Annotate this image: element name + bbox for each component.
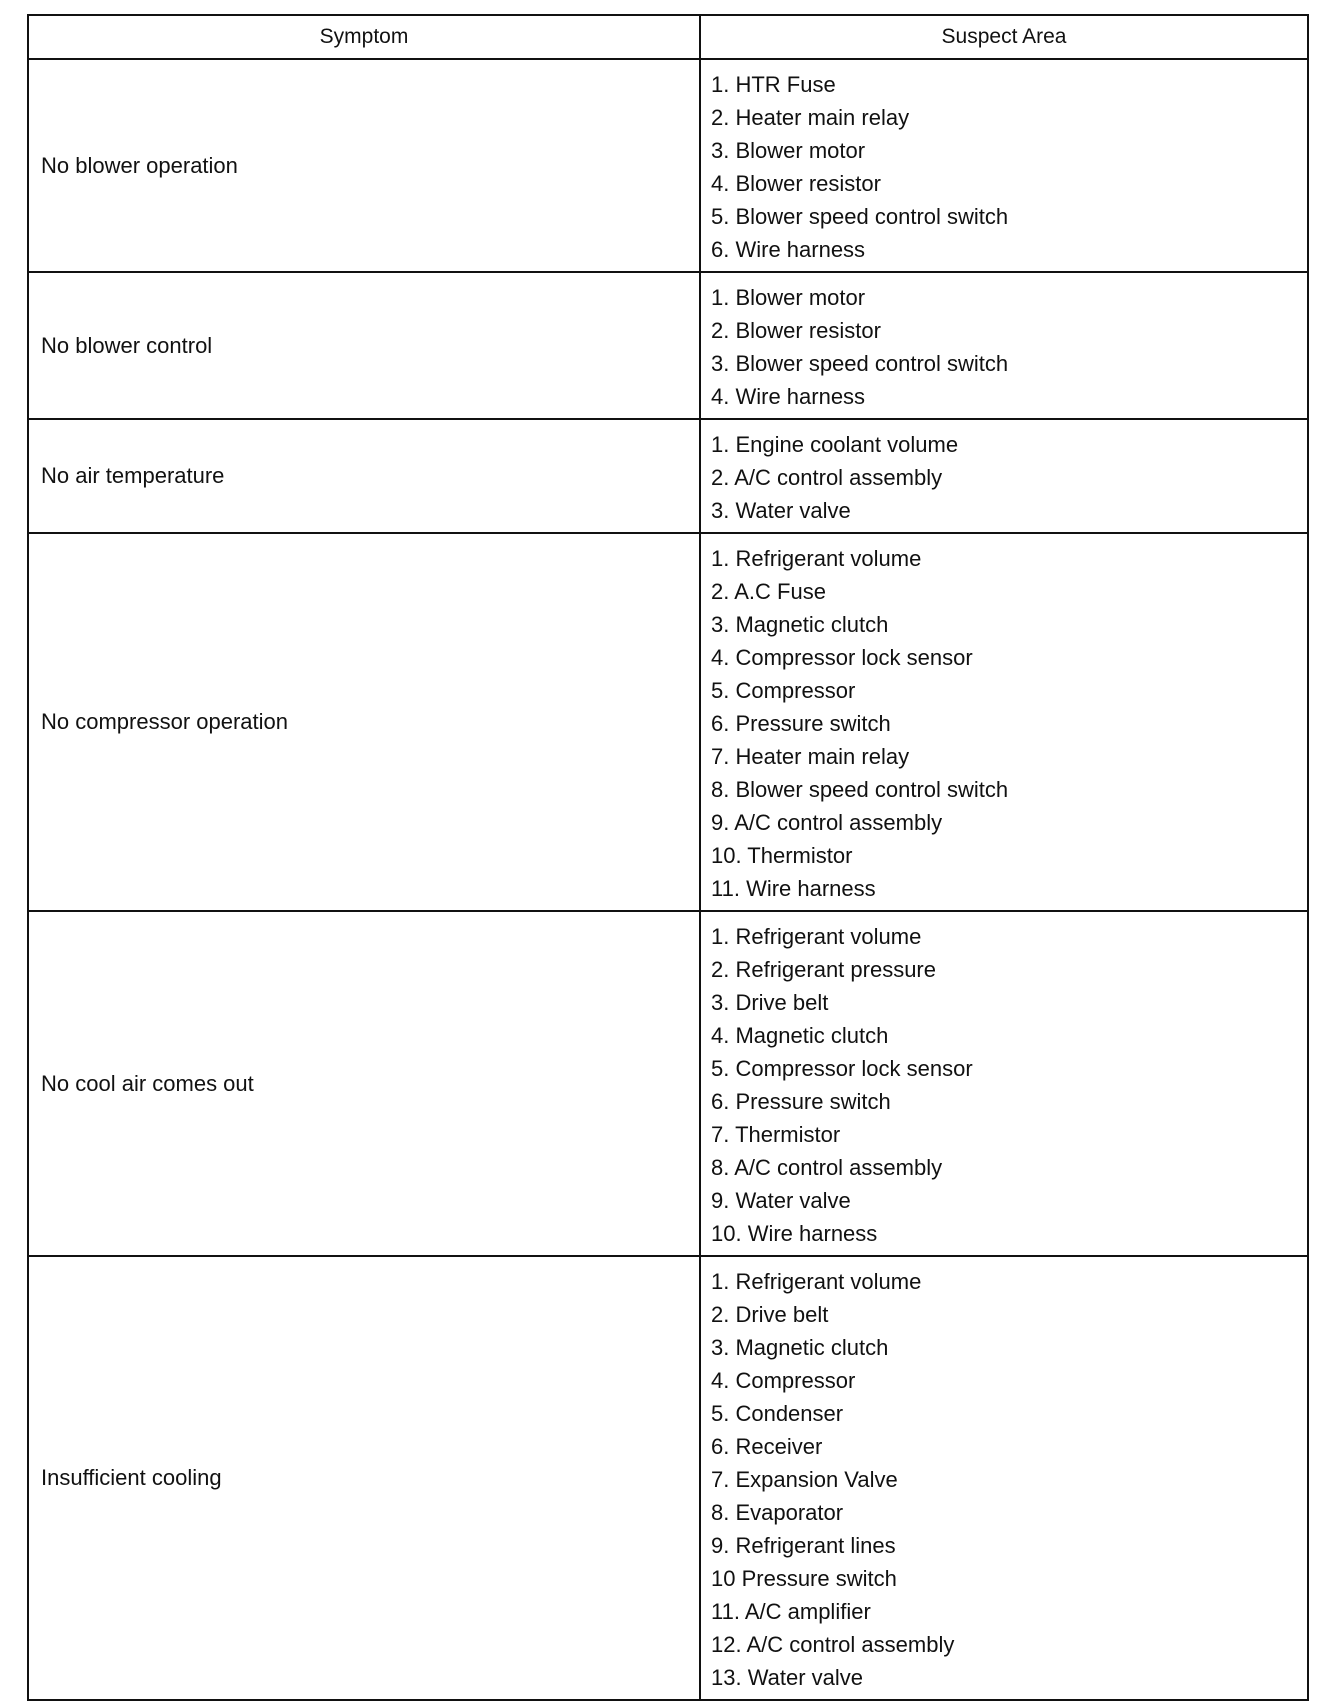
suspect-item: 5. Blower speed control switch <box>711 204 1009 229</box>
suspect-item: 2. A/C control assembly <box>711 465 943 490</box>
suspect-item: 2. A.C Fuse <box>711 579 826 604</box>
table-row <box>28 419 1308 533</box>
suspect-item: 6. Pressure switch <box>711 711 891 736</box>
suspect-item: 10. Thermistor <box>711 843 853 868</box>
suspect-item: 3. Blower motor <box>711 138 866 163</box>
suspect-item: 2. Drive belt <box>711 1302 829 1327</box>
table-body <box>28 59 1308 1700</box>
symptom-column-header: Symptom <box>28 15 700 59</box>
troubleshooting-table <box>27 14 1309 1701</box>
suspect-item: 8. Evaporator <box>711 1500 844 1525</box>
suspect-item: 2. Refrigerant pressure <box>711 957 936 982</box>
suspect-item: 6. Wire harness <box>711 237 866 262</box>
suspect-item: 7. Heater main relay <box>711 744 910 769</box>
suspect-list <box>711 428 1307 527</box>
table-row <box>28 911 1308 1256</box>
suspect-item: 3. Magnetic clutch <box>711 612 889 637</box>
suspect-item: 3. Magnetic clutch <box>711 1335 889 1360</box>
suspect-item: 13. Water valve <box>711 1665 864 1690</box>
suspect-item: 1. HTR Fuse <box>711 72 836 97</box>
suspect-item: 5. Compressor lock sensor <box>711 1056 973 1081</box>
suspect-item: 7. Expansion Valve <box>711 1467 898 1492</box>
symptom-cell: Insufficient cooling <box>28 1256 700 1700</box>
suspect-item: 11. A/C amplifier <box>711 1599 871 1624</box>
suspect-item: 8. A/C control assembly <box>711 1155 943 1180</box>
suspect-item: 3. Drive belt <box>711 990 829 1015</box>
suspect-item: 4. Compressor <box>711 1368 856 1393</box>
symptom-cell: No air temperature <box>28 419 700 533</box>
table-row <box>28 1256 1308 1700</box>
suspect-item: 8. Blower speed control switch <box>711 777 1009 802</box>
suspect-item: 5. Compressor <box>711 678 856 703</box>
suspect-item: 12. A/C control assembly <box>711 1632 955 1657</box>
table-row <box>28 272 1308 419</box>
suspect-area-cell <box>700 911 1308 1256</box>
suspect-item: 9. Water valve <box>711 1188 851 1213</box>
suspect-item: 10. Wire harness <box>711 1221 878 1246</box>
suspect-item: 2. Blower resistor <box>711 318 881 343</box>
table-header-row <box>28 15 1308 59</box>
suspect-item: 9. A/C control assembly <box>711 810 943 835</box>
suspect-area-cell <box>700 272 1308 419</box>
suspect-item: 4. Blower resistor <box>711 171 881 196</box>
suspect-item: 5. Condenser <box>711 1401 844 1426</box>
suspect-item: 7. Thermistor <box>711 1122 841 1147</box>
suspect-area-cell <box>700 533 1308 911</box>
symptom-cell: No blower control <box>28 272 700 419</box>
suspect-area-cell <box>700 419 1308 533</box>
suspect-list <box>711 920 1307 1250</box>
table-row <box>28 59 1308 272</box>
suspect-list <box>711 1265 1307 1694</box>
table-row <box>28 533 1308 911</box>
suspect-item: 3. Blower speed control switch <box>711 351 1009 376</box>
suspect-area-cell <box>700 1256 1308 1700</box>
suspect-list <box>711 542 1307 905</box>
suspect-item: 1. Refrigerant volume <box>711 924 922 949</box>
suspect-item: 4. Wire harness <box>711 384 866 409</box>
suspect-item: 3. Water valve <box>711 498 851 523</box>
suspect-item: 1. Blower motor <box>711 285 866 310</box>
suspect-item: 4. Compressor lock sensor <box>711 645 973 670</box>
symptom-cell: No compressor operation <box>28 533 700 911</box>
suspect-area-cell <box>700 59 1308 272</box>
suspect-item: 1. Engine coolant volume <box>711 432 959 457</box>
suspect-item: 1. Refrigerant volume <box>711 546 922 571</box>
suspect-item: 1. Refrigerant volume <box>711 1269 922 1294</box>
suspect-item: 11. Wire harness <box>711 876 876 901</box>
suspect-item: 6. Receiver <box>711 1434 823 1459</box>
suspect-list <box>711 281 1307 413</box>
symptom-cell: No cool air comes out <box>28 911 700 1256</box>
symptom-cell: No blower operation <box>28 59 700 272</box>
suspect-item: 10 Pressure switch <box>711 1566 897 1591</box>
suspect-item: 2. Heater main relay <box>711 105 910 130</box>
suspect-item: 6. Pressure switch <box>711 1089 891 1114</box>
suspect-list <box>711 68 1307 266</box>
suspect-item: 4. Magnetic clutch <box>711 1023 889 1048</box>
suspect-item: 9. Refrigerant lines <box>711 1533 896 1558</box>
suspect-area-column-header: Suspect Area <box>700 15 1308 59</box>
